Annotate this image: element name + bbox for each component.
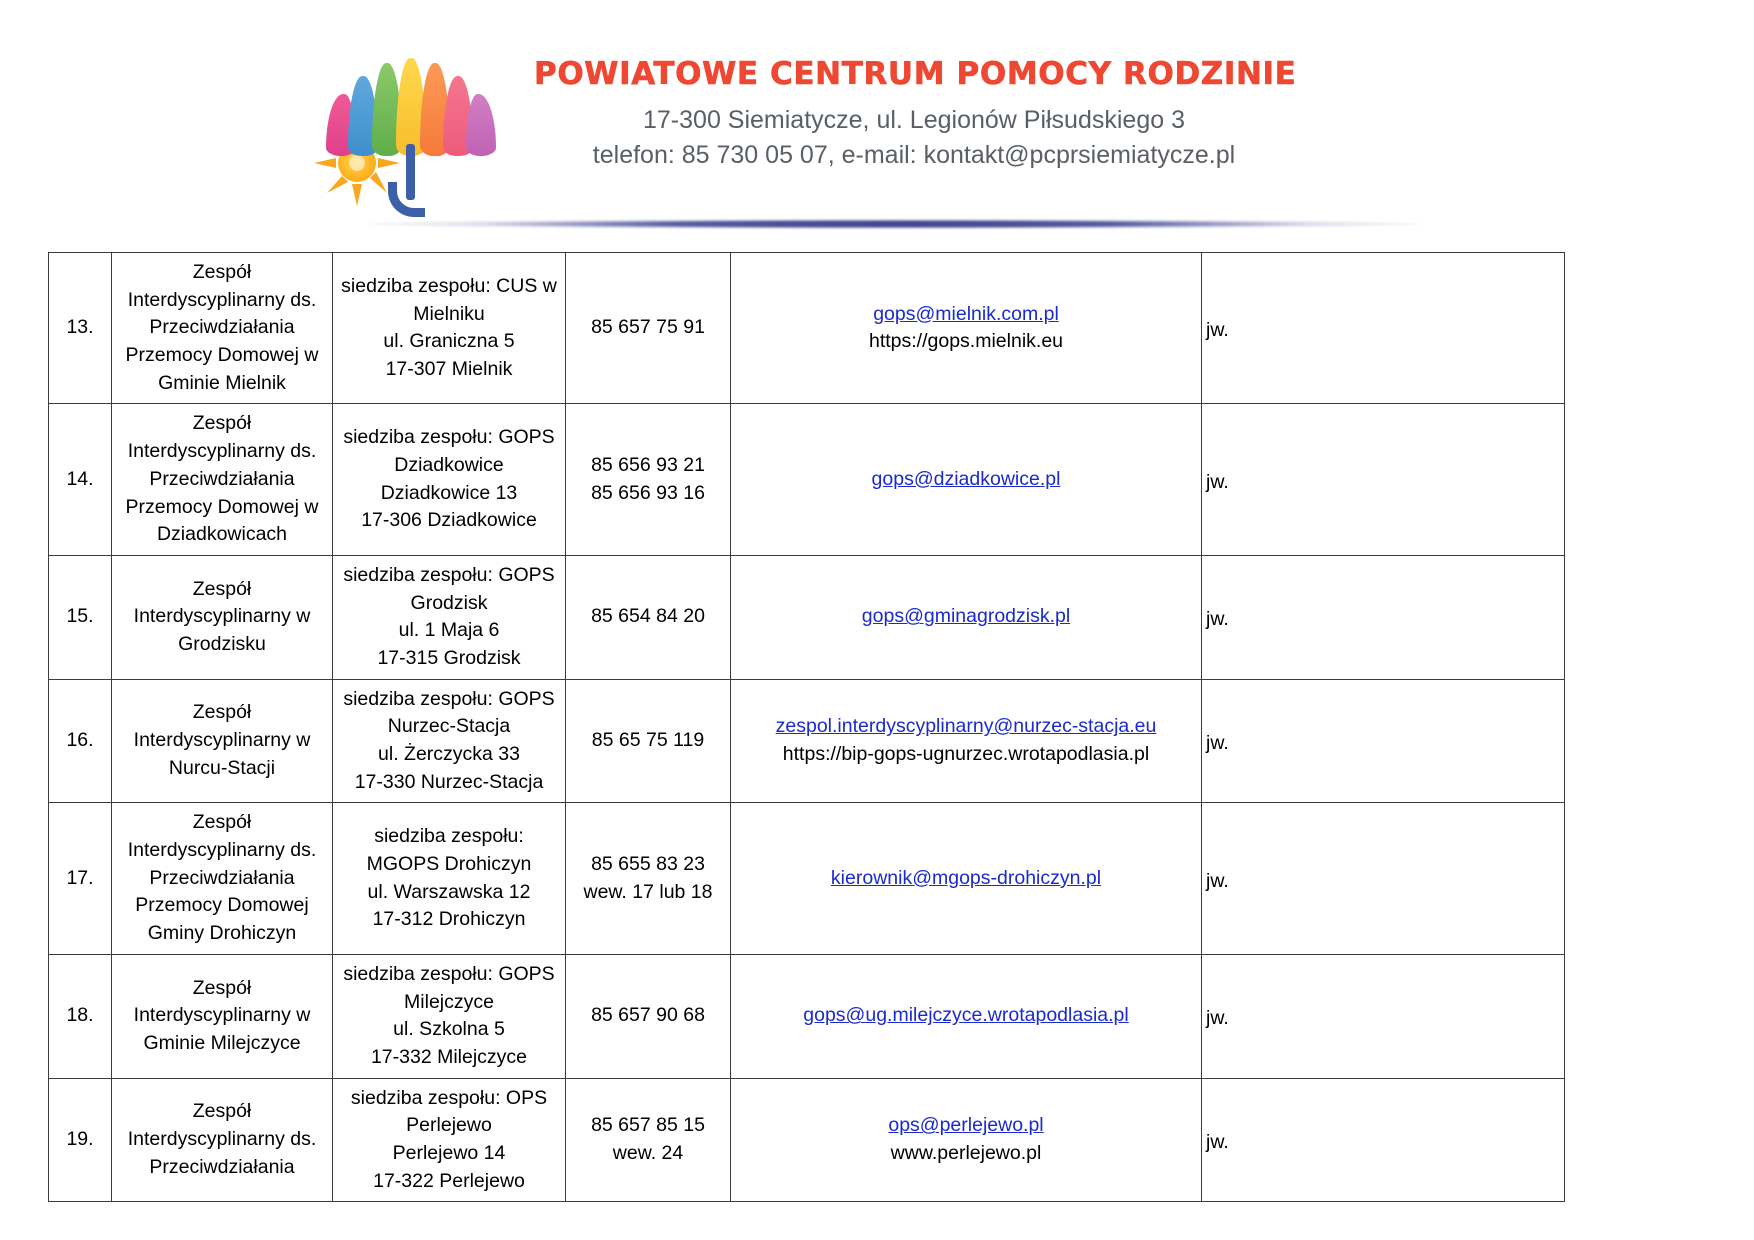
team-address-line: ul. 1 Maja 6 (398, 619, 500, 642)
email-link[interactable]: kierownik@mgops-drohiczyn.pl (830, 866, 1102, 889)
umbrella-with-sun-logo-icon (310, 48, 500, 203)
team-name-line: Zespół (192, 976, 252, 999)
team-address-line: 17-306 Dziadkowice (361, 509, 537, 532)
team-address (333, 679, 566, 803)
team-phone-line: 85 657 90 68 (591, 1004, 705, 1027)
team-phone-line: 85 656 93 16 (591, 481, 705, 504)
row-number: 16. (49, 679, 112, 803)
table-row (49, 1078, 1565, 1202)
team-name-line: Zespół (192, 1100, 252, 1123)
team-name (112, 679, 333, 803)
team-note-text: jw. (1206, 470, 1229, 493)
email-link[interactable]: gops@gminagrodzisk.pl (861, 605, 1071, 628)
row-number: 13. (49, 253, 112, 404)
team-phone (566, 954, 731, 1078)
team-address-line: MGOPS Drohiczyn (366, 852, 532, 875)
team-phone-line: 85 656 93 21 (591, 453, 705, 476)
team-name-line: Interdyscyplinarny ds. (127, 288, 317, 311)
team-note (1202, 803, 1565, 954)
team-phone (566, 1078, 731, 1202)
institution-table (48, 252, 1565, 1202)
team-address-line: siedziba zespołu: GOPS (343, 962, 555, 985)
email-link[interactable]: gops@mielnik.com.pl (873, 302, 1059, 325)
website-url: https://gops.mielnik.eu (868, 330, 1064, 353)
institution-table-body (49, 253, 1565, 1202)
team-name-line: Przeciwdziałania (149, 316, 295, 339)
row-number: 14. (49, 404, 112, 555)
team-name-line: Nurcu-Stacji (168, 756, 276, 779)
team-address (333, 253, 566, 404)
table-row (49, 803, 1565, 954)
table-row (49, 555, 1565, 679)
table-row (49, 404, 1565, 555)
team-phone-line: 85 655 83 23 (591, 852, 705, 875)
team-name-line: Interdyscyplinarny ds. (127, 1128, 317, 1151)
team-note (1202, 253, 1565, 404)
team-name-line: Zespół (192, 577, 252, 600)
team-name-line: Przeciwdziałania (149, 467, 295, 490)
team-contact (731, 253, 1202, 404)
website-url: www.perlejewo.pl (890, 1141, 1042, 1164)
team-phone-line: 85 65 75 119 (591, 729, 705, 752)
team-contact (731, 803, 1202, 954)
team-name (112, 954, 333, 1078)
team-contact (731, 679, 1202, 803)
team-address-line: Perlejewo 14 (392, 1141, 506, 1164)
team-phone-line: wew. 17 lub 18 (583, 880, 713, 903)
team-name-line: Zespół (192, 261, 252, 283)
team-name (112, 803, 333, 954)
team-name-line: Gminy Drohiczyn (147, 922, 297, 945)
team-name-line: Interdyscyplinarny ds. (127, 839, 317, 862)
team-note (1202, 1078, 1565, 1202)
team-address-line: siedziba zespołu: OPS (350, 1086, 548, 1109)
team-address-line: 17-312 Drohiczyn (372, 908, 526, 931)
team-name (112, 253, 333, 404)
table-row (49, 679, 1565, 803)
team-name-line: Przeciwdziałania (149, 866, 295, 889)
team-name-line: Interdyscyplinarny w (133, 729, 311, 752)
team-name-line: Zespół (192, 811, 252, 834)
team-address-line: Dziadkowice (394, 453, 504, 476)
team-address-line: siedziba zespołu: CUS w (341, 274, 557, 297)
team-name-line: Przeciwdziałania (149, 1155, 295, 1178)
team-phone (566, 404, 731, 555)
letterhead-inner (300, 48, 1300, 203)
organisation-contact: telefon: 85 730 05 07, e-mail: kontakt@pcprsiemiatycze.pl (592, 141, 1236, 169)
team-name-line: Interdyscyplinarny w (133, 605, 311, 628)
team-note-text: jw. (1206, 1131, 1229, 1154)
team-address-line: Mielniku (413, 302, 485, 325)
team-name-line: Zespół (192, 412, 252, 435)
team-address-line: 17-307 Mielnik (385, 357, 513, 380)
row-number: 17. (49, 803, 112, 954)
website-url: https://bip-gops-ugnurzec.wrotapodlasia.pl (782, 743, 1150, 765)
header-divider (370, 218, 1420, 230)
team-phone-line: 85 657 85 15 (591, 1114, 705, 1137)
team-name-line: Grodzisku (178, 633, 266, 656)
team-name (112, 404, 333, 555)
team-address-line: Dziadkowice 13 (380, 481, 518, 504)
team-note-text: jw. (1206, 869, 1229, 892)
team-contact (731, 1078, 1202, 1202)
team-contact (731, 954, 1202, 1078)
team-name-line: Dziadkowicach (156, 523, 288, 546)
team-note-text: jw. (1206, 319, 1229, 342)
team-name-line: Przemocy Domowej w (125, 495, 319, 518)
team-note-text: jw. (1206, 732, 1229, 755)
team-address-line: Perlejewo (406, 1114, 492, 1137)
team-name-line: Gminie Milejczyce (143, 1032, 301, 1055)
team-note (1202, 404, 1565, 555)
email-link[interactable]: ops@perlejewo.pl (888, 1114, 1044, 1137)
team-address (333, 404, 566, 555)
team-address-line: Nurzec-Stacja (387, 715, 511, 738)
team-address (333, 1078, 566, 1202)
umbrella-hook (388, 182, 425, 217)
team-contact (731, 555, 1202, 679)
row-number: 18. (49, 954, 112, 1078)
organisation-title: POWIATOWE CENTRUM POMOCY RODZINIE (534, 56, 1297, 92)
team-address-line: siedziba zespołu: GOPS (343, 687, 555, 710)
team-name (112, 1078, 333, 1202)
team-name-line: Gminie Mielnik (158, 371, 286, 394)
team-name-line: Przemocy Domowej w (125, 344, 319, 367)
email-link[interactable]: gops@dziadkowice.pl (871, 467, 1061, 490)
organisation-address: 17-300 Siemiatycze, ul. Legionów Piłsudskiego 3 (643, 106, 1185, 134)
team-name-line: Interdyscyplinarny w (133, 1004, 311, 1027)
team-note (1202, 679, 1565, 803)
team-note (1202, 555, 1565, 679)
email-link[interactable]: gops@ug.milejczyce.wrotapodlasia.pl (803, 1004, 1129, 1027)
email-link[interactable]: zespol.interdyscyplinarny@nurzec-stacja.eu (775, 715, 1157, 738)
team-contact (731, 404, 1202, 555)
team-address-line: siedziba zespołu: GOPS (343, 426, 555, 449)
team-phone (566, 803, 731, 954)
table-row (49, 954, 1565, 1078)
team-name-line: Interdyscyplinarny ds. (127, 440, 317, 463)
team-name-line: Przemocy Domowej (135, 894, 309, 917)
team-address-line: 17-330 Nurzec-Stacja (354, 770, 544, 793)
team-phone (566, 679, 731, 803)
team-address-line: 17-315 Grodzisk (377, 646, 521, 669)
team-address-line: siedziba zespołu: GOPS (343, 563, 555, 586)
team-address-line: ul. Warszawska 12 (367, 880, 531, 903)
team-name (112, 555, 333, 679)
team-phone (566, 253, 731, 404)
team-address (333, 555, 566, 679)
team-note-text: jw. (1206, 608, 1229, 631)
letterhead (0, 0, 1754, 238)
letterhead-text (500, 48, 1300, 170)
team-phone-line: 85 657 75 91 (591, 316, 705, 339)
table-row (49, 253, 1565, 404)
team-address-line: ul. Graniczna 5 (383, 330, 515, 353)
row-number: 15. (49, 555, 112, 679)
institution-table-wrapper (48, 252, 1510, 1202)
row-number: 19. (49, 1078, 112, 1202)
umbrella-canopy (326, 56, 496, 156)
team-note-text: jw. (1206, 1007, 1229, 1030)
team-address (333, 954, 566, 1078)
team-address-line: Grodzisk (410, 591, 488, 614)
team-address-line: ul. Szkolna 5 (393, 1018, 505, 1041)
team-phone-line: 85 654 84 20 (591, 605, 705, 628)
team-address-line: 17-322 Perlejewo (373, 1169, 525, 1192)
team-note (1202, 954, 1565, 1078)
team-address-line: 17-332 Milejczyce (370, 1045, 528, 1068)
team-address-line: ul. Żerczycka 33 (378, 743, 520, 765)
team-phone-line: wew. 24 (612, 1141, 684, 1164)
team-address-line: siedziba zespołu: (374, 825, 524, 848)
team-name-line: Zespół (192, 701, 252, 724)
team-address (333, 803, 566, 954)
team-address-line: Milejczyce (404, 990, 494, 1013)
team-phone (566, 555, 731, 679)
